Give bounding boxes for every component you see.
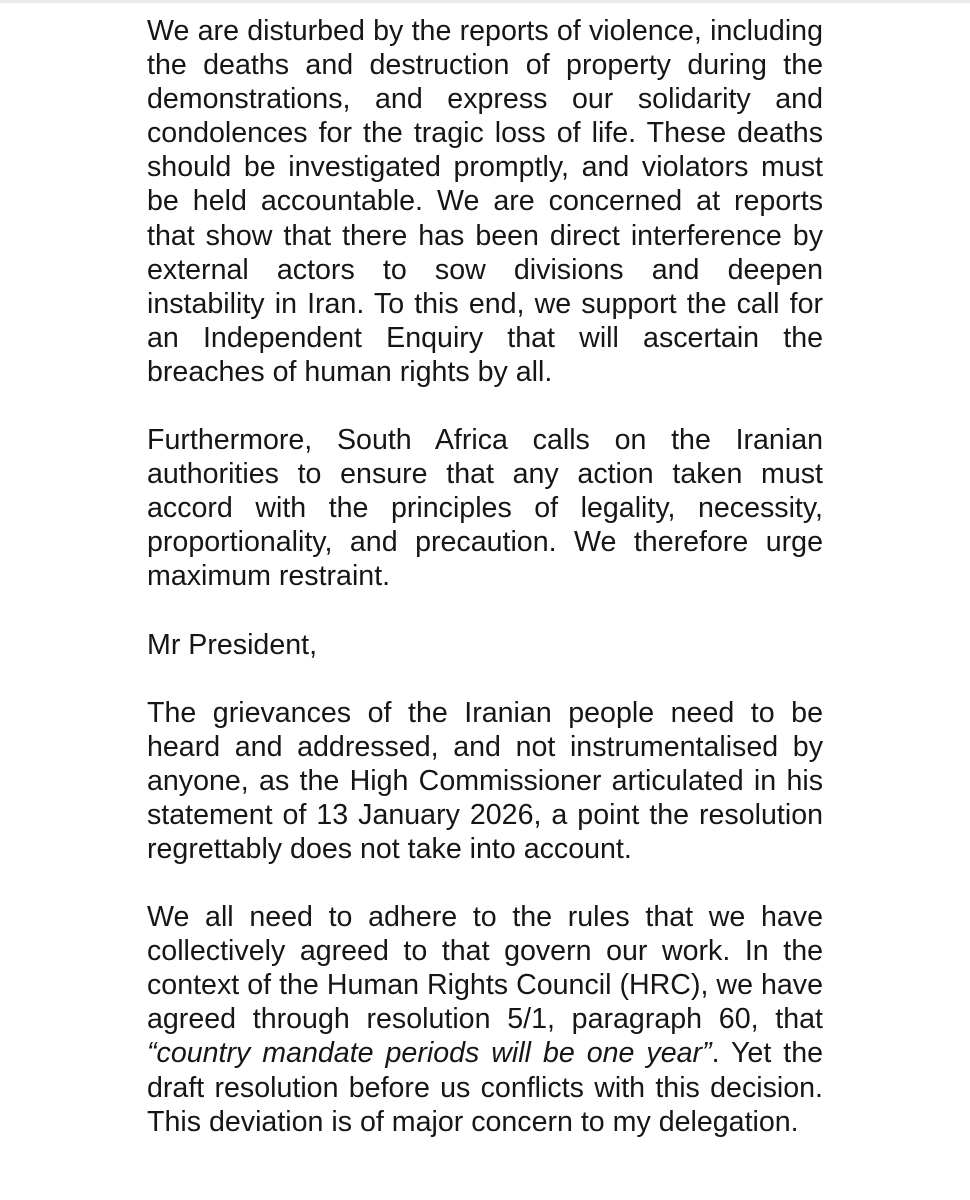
top-divider xyxy=(0,0,970,3)
rules-text-before: We all need to adhere to the rules that we have collectively agreed to that govern our work. In the context of the Human Rights Council (HRC), we have agreed through resolution 5/1, paragraph 60, that xyxy=(147,901,823,1036)
statement-document xyxy=(147,14,823,1173)
paragraph-violence-concern: We are disturbed by the reports of violence, including the deaths and destruction of property during the demonstrations, and express our solidarity and condolences for the tragic loss of life. These deaths should be investigated promptly, and violators must be held accountable. We are concerned at reports that show that there has been direct interference by external actors to sow divisions and deepen instability in Iran. To this end, we support the call for an Independent Enquiry that will ascertain the breaches of human rights by all. xyxy=(147,15,823,388)
paragraph-rules xyxy=(147,900,823,1139)
salutation: Mr President, xyxy=(147,628,318,661)
mandate-quote: “country mandate periods will be one year” xyxy=(147,1037,712,1070)
rules-text-after: . Yet the draft resolution before us conflicts with this decision. This deviation is of major concern to my delegation. xyxy=(147,1037,823,1138)
paragraph-restraint-call: Furthermore, South Africa calls on the Iranian authorities to ensure that any action taken must accord with the principles of legality, necessity, proportionality, and precaution. We therefore urge maximum restraint. xyxy=(147,424,823,593)
paragraph-grievances: The grievances of the Iranian people need to be heard and addressed, and not instrumentalised by anyone, as the High Commissioner articulated in his statement of 13 January 2026, a point the resolution regrettably does not take into account. xyxy=(147,696,823,865)
